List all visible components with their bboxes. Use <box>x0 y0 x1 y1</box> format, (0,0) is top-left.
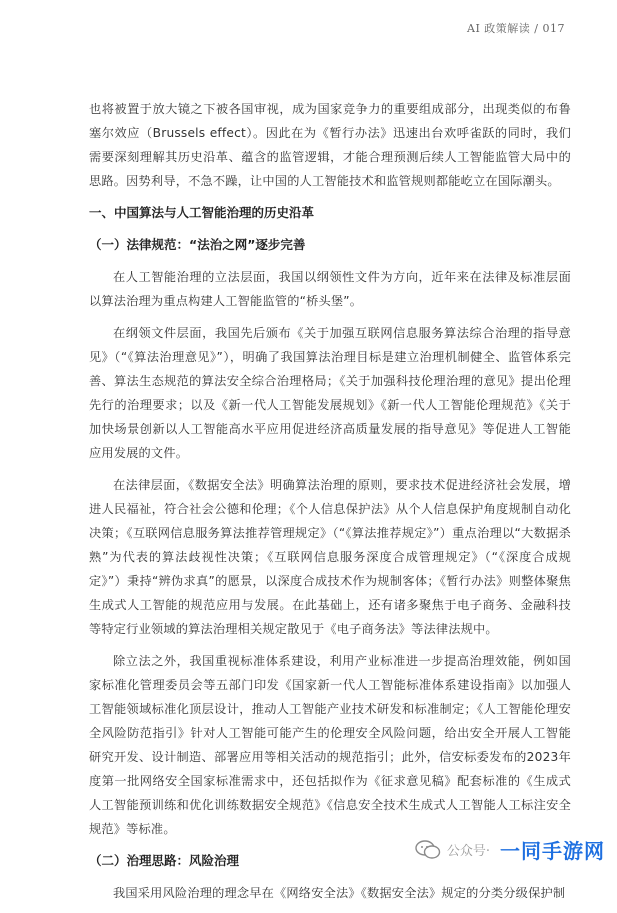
paragraph-6: 我国采用风险治理的理念早在《网络安全法》《数据安全法》规定的分类分级保护制 <box>113 886 566 900</box>
running-header: AI 政策解读 / 017 <box>467 22 565 35</box>
paragraph-2: 在人工智能治理的立法层面，我国以纲领性文件为方向，近年来在法律及标准层面以算法治理为重点构建人工智能监管的“桥头堡”。 <box>89 270 571 308</box>
watermark-text: 公众号· <box>446 844 490 859</box>
paragraph-3: 在纲领文件层面，我国先后颁布《关于加强互联网信息服务算法综合治理的指导意见》（“《算法治理意见》”），明确了我国算法治理目标是建立治理机制健全、监管体系完善、算法生态规范的算法安全综合治理格局；《关于加强科技伦理治理的意见》提出伦理先行的治理要求；以及《新一代人工智能发展规划》《新一代人工智能伦理规范》《关于加快场景创新以人工智能高水平应用促进经济高质量发展的指导意见》等促进人工智能应用发展的文件。 <box>89 326 571 460</box>
paragraph-5: 除立法之外，我国重视标准体系建设，利用产业标准进一步提高治理效能，例如国家标准化管理委员会等五部门印发《国家新一代人工智能标准体系建设指南》以加强人工智能领域标准化顶层设计，推动人工智能产业技术研发和标准制定；《人工智能伦理安全风险防范指引》针对人工智能可能产生的伦理安全风险问题，给出安全开展人工智能研究开发、设计制造、部署应用等相关活动的规范指引；此外，信安标委发布的2023年度第一批网络安全国家标准需求中，还包括拟作为《征求意见稿》配套标准的《生成式人工智能预训练和优化训练数据安全规范》《信息安全技术生成式人工智能人工标注安全规范》等标准。 <box>89 654 571 836</box>
paragraph-4: 在法律层面，《数据安全法》明确算法治理的原则，要求技术促进经济社会发展，增进人民福祉，符合社会公德和伦理；《个人信息保护法》从个人信息保护角度规制自动化决策；《互联网信息服务算法推荐管理规定》（“《算法推荐规定》”）重点治理以“大数据杀熟”为代表的算法歧视性决策；《互联网信息服务深度合成管理规定》（“《深度合成规定》”）秉持“辨伪求真”的愿景，以深度合成技术作为规制客体；《暂行办法》则整体聚焦生成式人工智能的规范应用与发展。在此基础上，还有诸多聚焦于电子商务、金融科技等特定行业领域的算法治理相关规定散见于《电子商务法》等法律法规中。 <box>89 478 571 636</box>
wechat-icon <box>415 840 441 860</box>
subsection-heading-1: （一）法律规范：“法治之网”逐步完善 <box>89 237 306 252</box>
subsection-heading-2: （二）治理思路：风险治理 <box>89 853 240 868</box>
paragraph-1: 也将被置于放大镜之下被各国审视，成为国家竞争力的重要组成部分，出现类似的布鲁塞尔效应（Brussels effect）。因此在为《暂行办法》迅速出台欢呼雀跃的同时，我们需要深刻理解其历史沿革、蕴含的监管逻辑，才能合理预测后续人工智能监管大局中的思路。因势利导，不急不躁，让中国的人工智能技术和监管规则都能屹立在国际潮头。 <box>89 102 571 188</box>
document-body <box>89 97 571 913</box>
site-logo-text: 一同手游网 <box>496 835 609 864</box>
watermark <box>415 835 609 864</box>
section-heading: 一、中国算法与人工智能治理的历史沿革 <box>89 205 315 220</box>
